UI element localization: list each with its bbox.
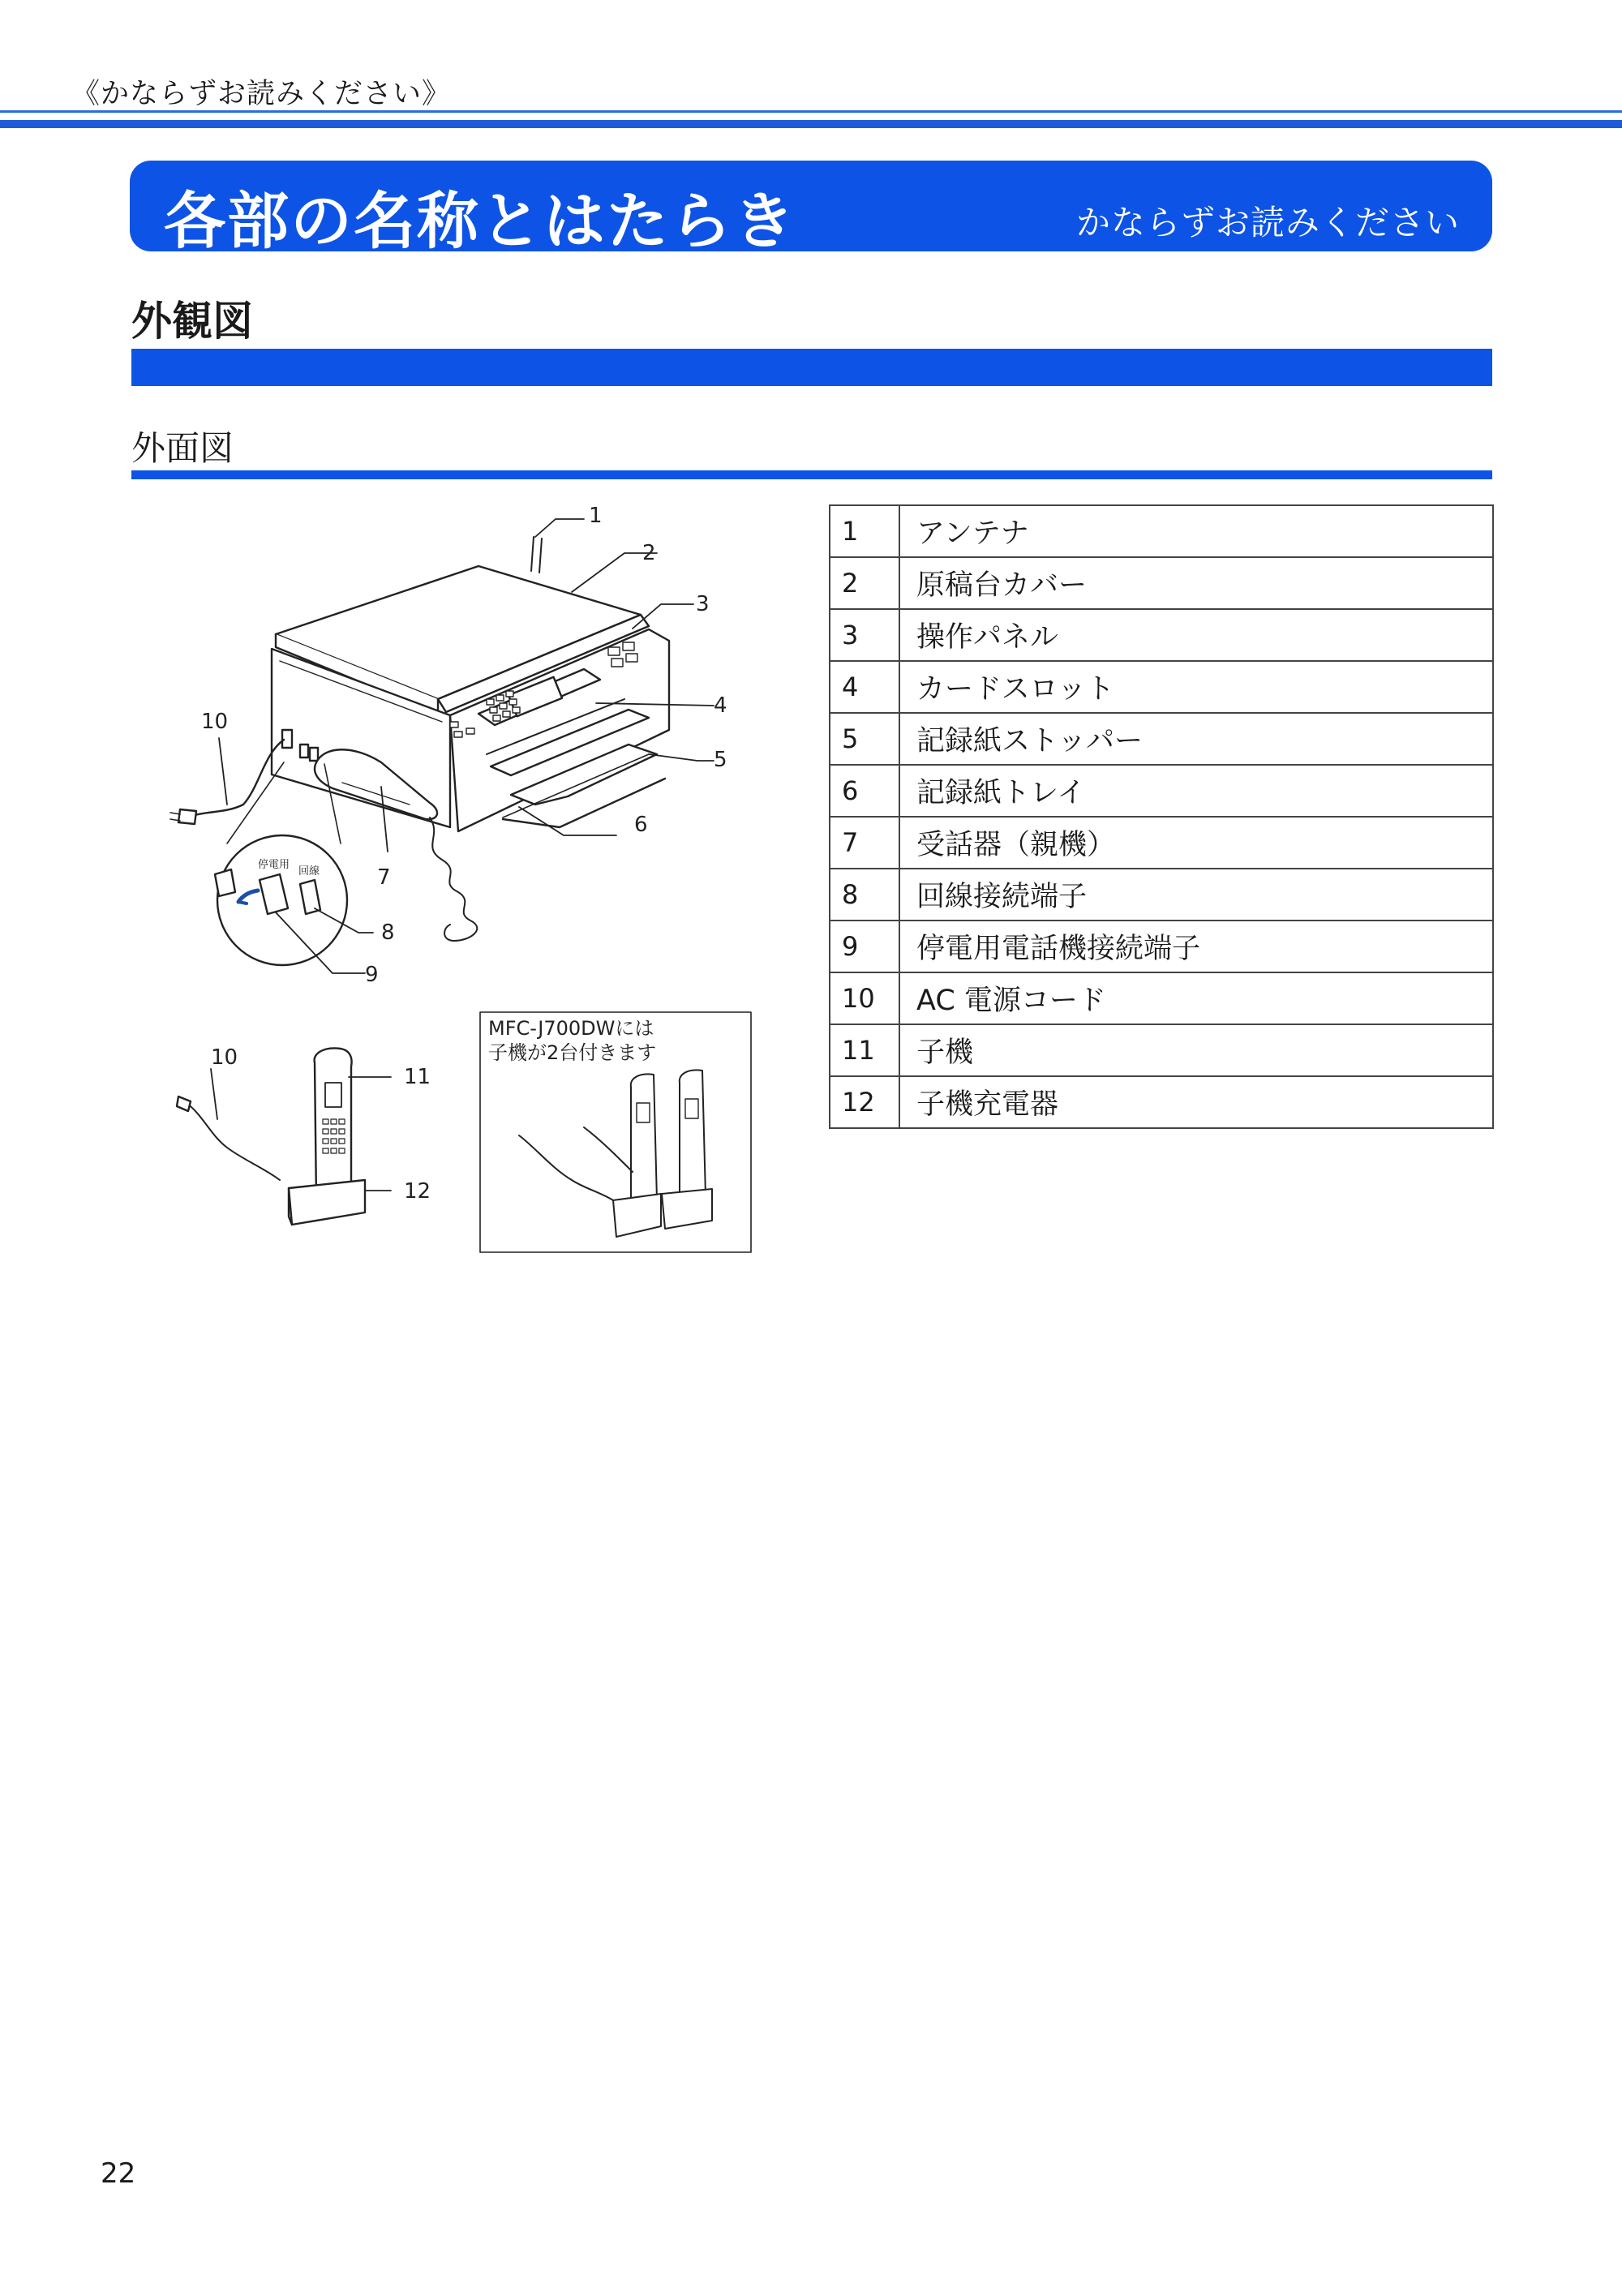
part-number: 11: [830, 1024, 899, 1076]
jack-label-line: 回線: [298, 865, 320, 878]
callout-3: 3: [696, 592, 710, 616]
callout-12: 12: [404, 1179, 431, 1204]
page-number: 22: [101, 2157, 136, 2190]
page-subtitle: かならずお読みください: [1075, 203, 1460, 242]
part-number: 12: [830, 1076, 899, 1128]
part-name: AC 電源コード: [899, 972, 1493, 1024]
part-name: 操作パネル: [899, 609, 1493, 661]
part-name: 子機: [899, 1024, 1493, 1076]
part-number: 1: [830, 505, 899, 557]
callout-6: 6: [634, 813, 648, 837]
part-number: 9: [830, 921, 899, 972]
table-row: [830, 661, 1493, 713]
part-name: アンテナ: [899, 505, 1493, 557]
callout-8: 8: [381, 921, 395, 945]
part-number: 3: [830, 609, 899, 661]
note-line-2: 子機が2台付きます: [488, 1041, 657, 1064]
part-name: 記録紙ストッパー: [899, 713, 1493, 765]
callout-10: 10: [201, 710, 229, 734]
part-number: 7: [830, 817, 899, 869]
part-name: 受話器（親機）: [899, 817, 1493, 869]
table-row: [830, 609, 1493, 661]
table-row: [830, 972, 1493, 1024]
table-row: [830, 557, 1493, 609]
table-row: [830, 1024, 1493, 1076]
callout-5: 5: [714, 748, 727, 772]
part-name: カードスロット: [899, 661, 1493, 713]
part-name: 子機充電器: [899, 1076, 1493, 1128]
callout-7: 7: [377, 865, 391, 890]
header-rule-thin: [0, 110, 1622, 113]
table-row: [830, 921, 1493, 972]
part-number: 2: [830, 557, 899, 609]
jack-label-backup: 停電用: [258, 859, 290, 871]
table-row: [830, 765, 1493, 817]
callout-11: 11: [404, 1065, 431, 1089]
part-name: 回線接続端子: [899, 869, 1493, 921]
parts-table: [829, 504, 1494, 1129]
callout-10-handset: 10: [211, 1045, 238, 1070]
page-title: 各部の名称とはたらき: [164, 185, 796, 257]
callout-9: 9: [365, 963, 379, 987]
table-row: [830, 869, 1493, 921]
device-illustration: [130, 487, 762, 1265]
sub-heading: 外面図: [131, 428, 234, 468]
callout-2: 2: [642, 541, 656, 565]
section-bar: [131, 349, 1492, 386]
header-rule-thick: [0, 120, 1622, 128]
note-line-1: MFC-J700DWには: [488, 1017, 654, 1040]
section-heading: 外観図: [131, 298, 253, 345]
table-row: [830, 713, 1493, 765]
part-name: 停電用電話機接続端子: [899, 921, 1493, 972]
part-name: 原稿台カバー: [899, 557, 1493, 609]
table-row: [830, 505, 1493, 557]
part-number: 8: [830, 869, 899, 921]
part-name: 記録紙トレイ: [899, 765, 1493, 817]
part-number: 5: [830, 713, 899, 765]
title-banner: [130, 161, 1492, 257]
table-row: [830, 817, 1493, 869]
part-number: 4: [830, 661, 899, 713]
handset-charger-illustration: [177, 1048, 391, 1225]
part-number: 6: [830, 765, 899, 817]
part-number: 10: [830, 972, 899, 1024]
sub-heading-rule: [131, 470, 1492, 479]
table-row: [830, 1076, 1493, 1128]
running-head: 《かならずお読みください》: [71, 78, 452, 110]
callout-1: 1: [589, 504, 603, 528]
callout-4: 4: [714, 693, 727, 718]
